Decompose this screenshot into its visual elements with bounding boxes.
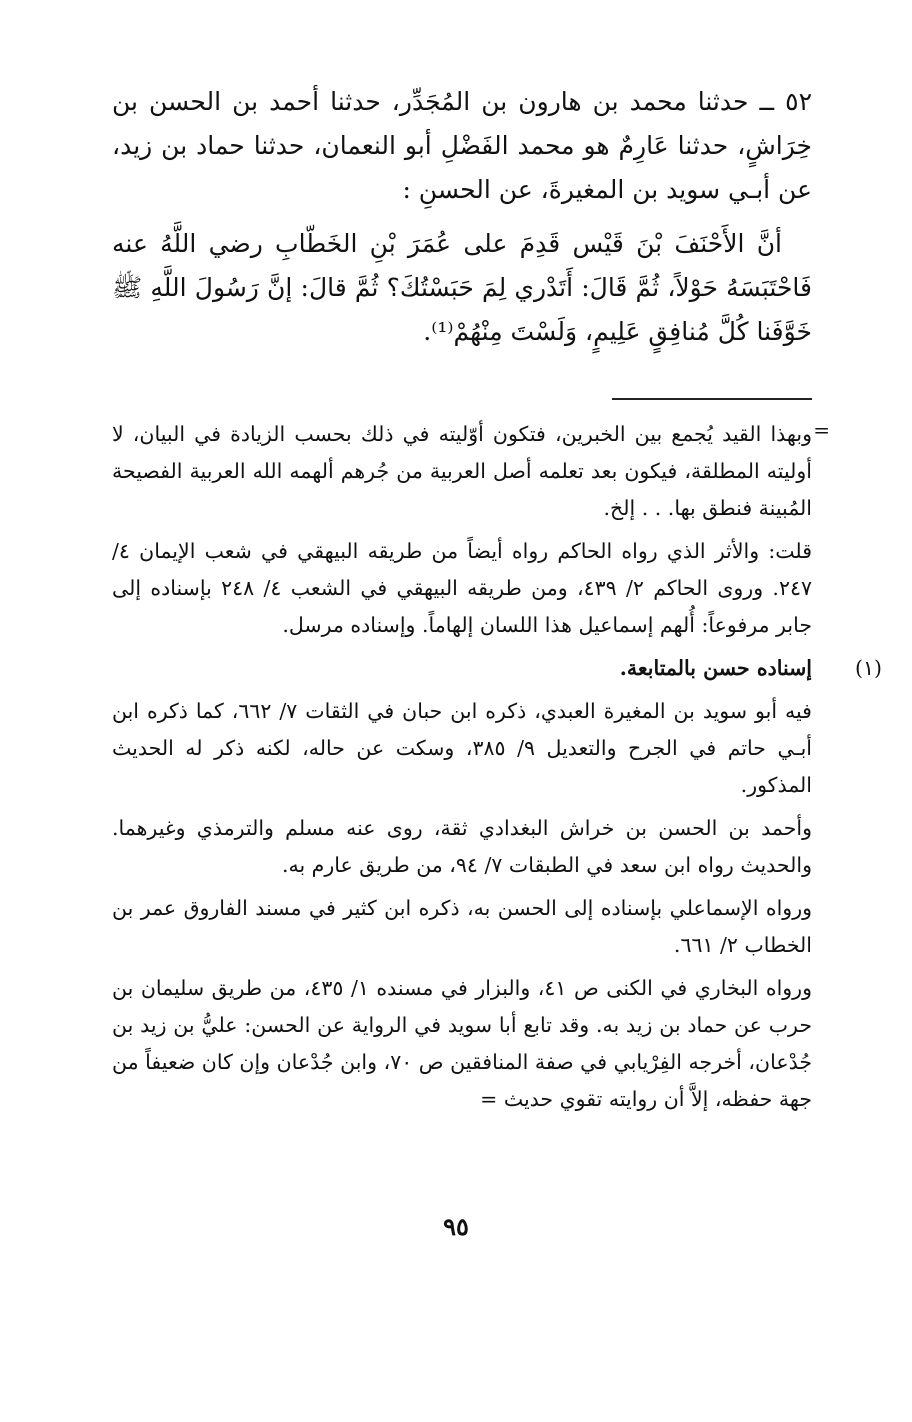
main-text — [112, 80, 812, 354]
footnote-continuation-mark: = — [813, 418, 830, 442]
footnote-separator — [612, 398, 812, 400]
footnote-block: ورواه الإسماعلي بإسناده إلى الحسن به، ذكره ابن كثير في مسند الفاروق عمر بن الخطاب ٢/ ٦٦١. — [112, 896, 812, 957]
hadith-matn-paragraph: أنَّ الأَحْنَفَ بْنَ قَيْس قَدِمَ على عُمَرَ بْنِ الخَطّابِ رضي اللَّهُ عنه فَاحْتَبَسَهُ حَوْلاً، ثُمَّ قَالَ: أَتَدْري لِمَ حَبَسْتُكَ؟ ثُمَّ قالَ: إنَّ رَسُولَ اللَّهِ ﷺ خَوَّفَنا كُلَّ مُنافِقٍ عَلِيمٍ، وَلَسْتَ مِنْهُمْ⁽¹⁾. — [112, 229, 812, 346]
footnote-block: فيه أبو سويد بن المغيرة العبدي، ذكره ابن حبان في الثقات ٧/ ٦٦٢، كما ذكره ابن أبـي حاتم في الجرح والتعديل ٩/ ٣٨٥، وسكت عن حاله، لكنه ذكر له الحديث المذكور. — [112, 699, 812, 797]
hadith-isnad-paragraph: ٥٢ ــ حدثنا محمد بن هارون بن المُجَدِّر، حدثنا أحمد بن الحسن بن خِرَاشٍ، حدثنا عَارِمٌ هو محمد الفَضْلِ أبو النعمان، حدثنا حماد بن زيد، عن أبـي سويد بن المغيرةَ، عن الحسنِ : — [112, 87, 812, 204]
footnote-block: قلت: والأثر الذي رواه الحاكم رواه أيضاً من طريقه البيهقي في شعب الإيمان ٤/ ٢٤٧. وروى الحاكم ٢/ ٤٣٩، ومن طريقه البيهقي في الشعب ٤/ ٢٤٨ بإسناده إلى جابر مرفوعاً: أُلهم إسماعيل هذا اللسان إلهاماً. وإسناده مرسل. — [112, 539, 812, 637]
footnote-block: وأحمد بن الحسن بن خراش البغدادي ثقة، روى عنه مسلم والترمذي وغيرهما. والحديث رواه ابن سعد في الطبقات ٧/ ٩٤، من طريق عارم به. — [112, 816, 812, 877]
footnote-continued-block: وبهذا القيد يُجمع بين الخبرين، فتكون أوّليته في ذلك بحسب الزيادة في البيان، لا أوليته المطلقة، فيكون بعد تعلمه أصل العربية من جُرهم ألهمه الله العربية الفصيحة المُبينة فنطق بها. . . إلخ. — [112, 422, 812, 520]
footnote-number: (١) — [854, 656, 882, 680]
footnote-heading: إسناده حسن بالمتابعة. — [619, 656, 812, 680]
footnote-block: ورواه البخاري في الكنى ص ٤١، والبزار في مسنده ١/ ٤٣٥، من طريق سليمان بن حرب عن حماد بن زيد به. وقد تابع أبا سويد في الرواية عن الحسن: عليُّ بن زيد بن جُدْعان، أخرجه الفِرْيابي في صفة المنافقين ص ٧٠، وابن جُدْعان وإن كان ضعيفاً من جهة حفظه، إلاَّ أن روايته تقوي حديث = — [112, 976, 813, 1111]
footnotes — [112, 416, 882, 1118]
footnote-1 — [112, 650, 882, 687]
page-number: ٩٥ — [443, 1212, 469, 1241]
